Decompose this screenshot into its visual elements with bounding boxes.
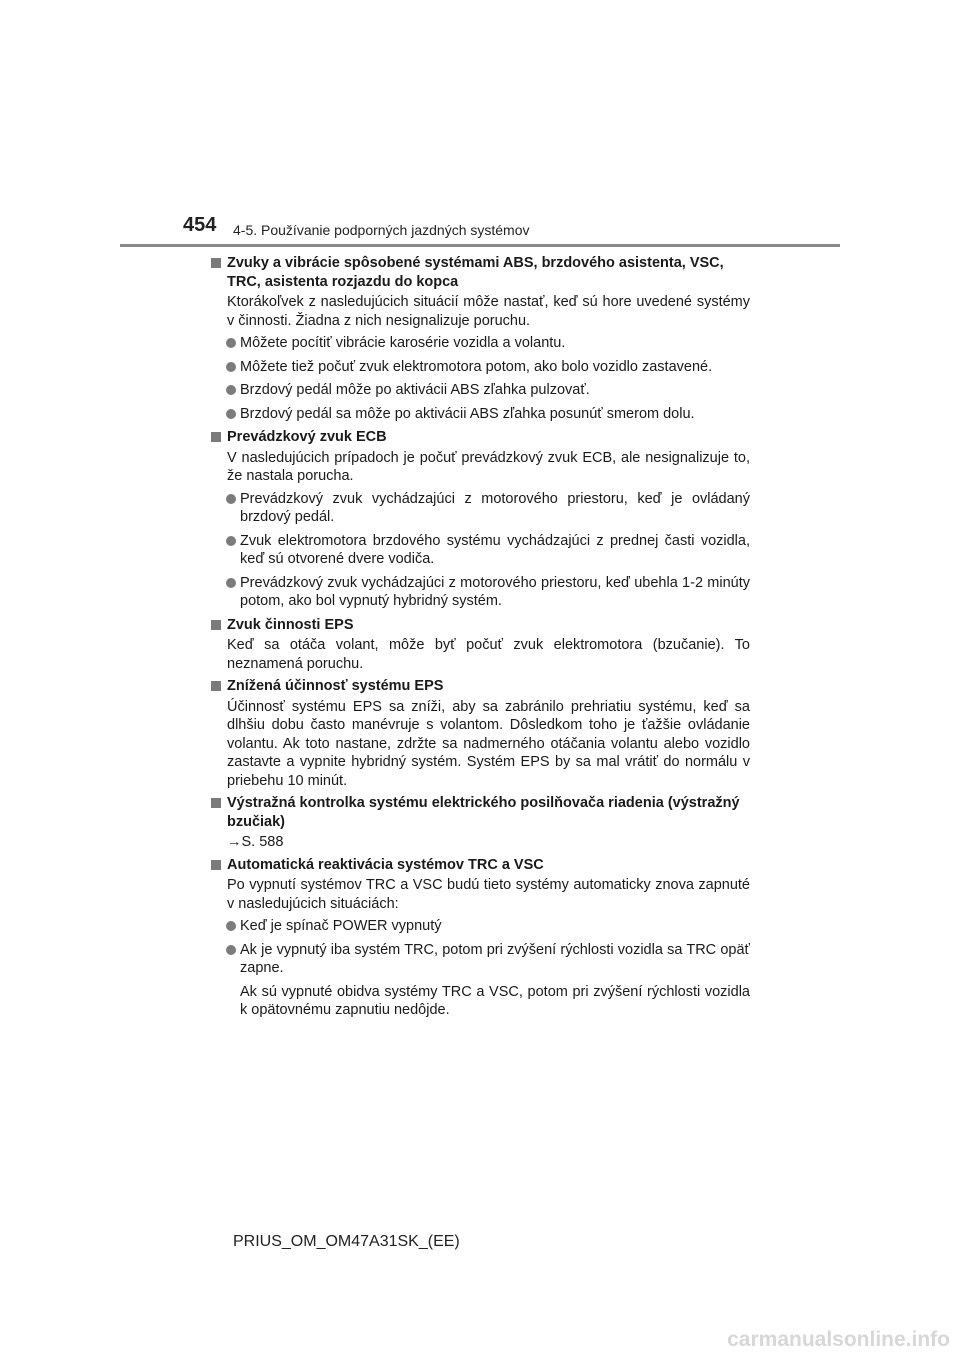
section-eps-reduced (210, 677, 750, 790)
section-intro: V nasledujúcich prípadoch je počuť prevádzkový zvuk ECB, ale nesignalizuje to, že nastala porucha. (227, 449, 750, 484)
section-title-text: Zvuky a vibrácie spôsobené systémami ABS, brzdového asistenta, VSC, TRC, asistenta rozjazdu do kopca (227, 255, 724, 290)
section-eps-warning (210, 794, 750, 852)
document-code: PRIUS_OM_OM47A31SK_(EE) (233, 1233, 460, 1250)
section-abs-sounds (210, 254, 750, 423)
section-title (210, 254, 750, 291)
running-title: 4-5. Používanie podporných jazdných systémov (233, 222, 530, 238)
section-title-text: Automatická reaktivácia systémov TRC a VSC (227, 856, 544, 873)
section-title-text: Znížená účinnosť systému EPS (227, 678, 444, 694)
circle-bullet-icon (226, 362, 236, 372)
section-ecb-sound (210, 428, 750, 611)
list-item (210, 358, 750, 377)
list-item (210, 941, 750, 978)
section-intro: Ktorákoľvek z nasledujúcich situácií môže nastať, keď sú hore uvedené systémy v činnosti. Žiadna z nich nesignalizuje poruchu. (227, 294, 750, 329)
section-title-text: Prevádzkový zvuk ECB (227, 429, 387, 445)
list-item (210, 381, 750, 400)
circle-bullet-icon (226, 578, 236, 588)
section-eps-sound (210, 616, 750, 674)
circle-bullet-icon (226, 494, 236, 504)
list-item-text: Brzdový pedál sa môže po aktivácii ABS zľahka posunúť smerom dolu. (240, 405, 695, 422)
list-item-text: Keď je spínač POWER vypnutý (240, 918, 442, 934)
list-item (210, 532, 750, 569)
list-item-text: Ak je vypnutý iba systém TRC, potom pri zvýšení rýchlosti vozidla sa TRC opäť zapne. (240, 941, 750, 976)
list-item (210, 917, 750, 936)
list-item-text: Zvuk elektromotora brzdového systému vychádzajúci z prednej časti vozidla, keď sú otvorené dvere vodiča. (240, 532, 750, 567)
circle-bullet-icon (226, 409, 236, 419)
square-bullet-icon (211, 258, 221, 268)
circle-bullet-icon (226, 385, 236, 395)
list-item-text: Môžete pocítiť vibrácie karosérie vozidla a volantu. (240, 335, 566, 351)
page-number: 454 (183, 214, 217, 236)
section-trc-vsc-reactivation (210, 856, 750, 1020)
circle-bullet-icon (226, 921, 236, 931)
page-header (0, 0, 960, 250)
page-reference: →S. 588 (227, 834, 284, 850)
square-bullet-icon (211, 620, 221, 630)
section-title (210, 856, 750, 875)
list-item-text: Brzdový pedál môže po aktivácii ABS zľahka pulzovať. (240, 382, 590, 398)
section-title-text: Výstražná kontrolka systému elektrického posilňovača riadenia (výstražný bzučiak) (227, 795, 740, 830)
square-bullet-icon (211, 860, 221, 870)
section-title (210, 677, 750, 696)
square-bullet-icon (211, 681, 221, 691)
list-item-note: Ak sú vypnuté obidva systémy TRC a VSC, potom pri zvýšení rýchlosti vozidla k opätovnému zapnutiu nedôjde. (240, 983, 750, 1018)
square-bullet-icon (211, 432, 221, 442)
section-intro: Po vypnutí systémov TRC a VSC budú tieto systémy automaticky znova zapnuté v nasledujúcich situáciách: (227, 877, 750, 912)
list-item-text: Prevádzkový zvuk vychádzajúci z motorového priestoru, keď ubehla 1-2 minúty potom, ako bol vypnutý hybridný systém. (240, 574, 750, 609)
list-item-text: Môžete tiež počuť zvuk elektromotora potom, ako bolo vozidlo zastavené. (240, 358, 713, 375)
section-title (210, 616, 750, 635)
section-title-text: Zvuk činnosti EPS (227, 616, 354, 633)
list-item (210, 405, 750, 424)
list-item (210, 490, 750, 527)
list-item-text: Prevádzkový zvuk vychádzajúci z motorového priestoru, keď je ovládaný brzdový pedál. (240, 490, 750, 525)
section-title (210, 794, 750, 831)
header-rule (120, 244, 840, 247)
circle-bullet-icon (226, 338, 236, 348)
list-item (210, 574, 750, 611)
section-title (210, 428, 750, 447)
watermark: carmanualsonline.info (727, 1328, 950, 1351)
circle-bullet-icon (226, 945, 236, 955)
page-content (210, 254, 750, 1024)
circle-bullet-icon (226, 536, 236, 546)
section-intro: Keď sa otáča volant, môže byť počuť zvuk elektromotora (bzučanie). To neznamená poruchu. (227, 637, 750, 672)
square-bullet-icon (211, 798, 221, 808)
section-intro: Účinnosť systému EPS sa zníži, aby sa zabránilo prehriatiu systému, keď sa dlhšiu dobu často manévruje s volantom. Dôsledkom toho je ťažšie ovládanie volantu. Ak toto nastane, zdržte sa nadmerného otáčania volantu alebo vozidlo zastavte a vypnite hybridný systém. Systém EPS by sa mal vrátiť do normálu v priebehu 10 minút. (227, 698, 750, 789)
list-item (210, 334, 750, 353)
